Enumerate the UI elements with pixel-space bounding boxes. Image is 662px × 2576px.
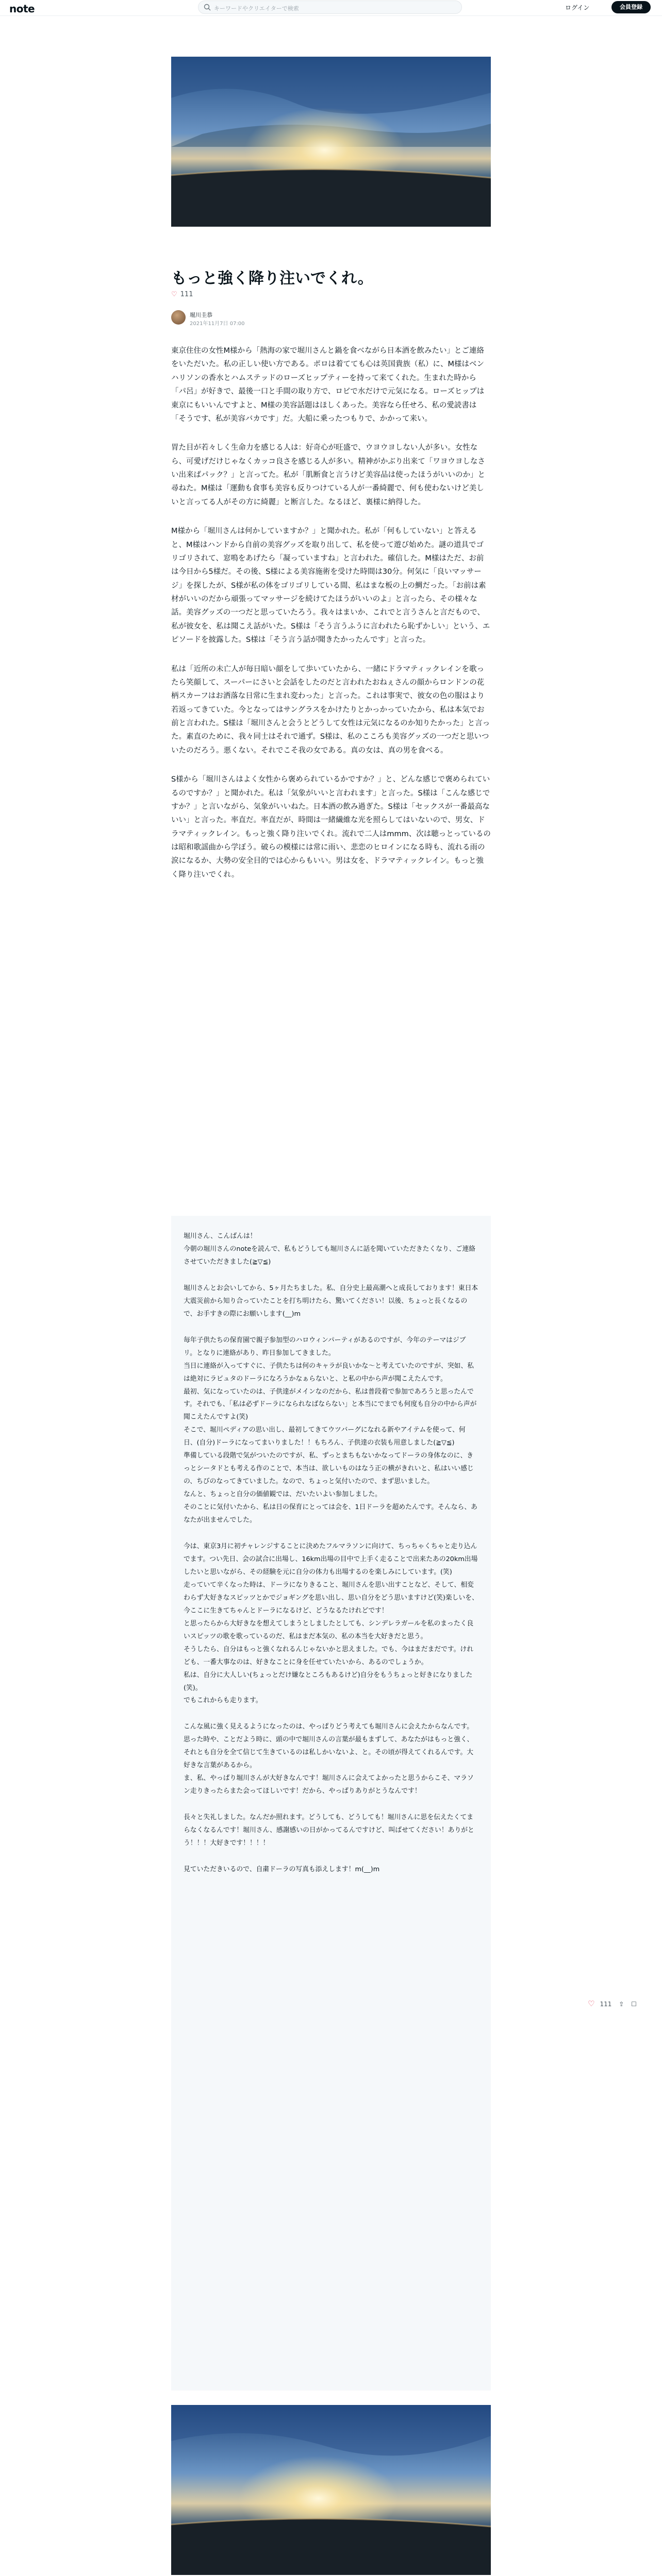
quote-paragraph: こんな風に強く見えるようになったのは、やっぱりどう考えても堀川さんに会えたからなんです。思った時や、ことだよう時に、頭の中で堀川さんの言葉が最もまずして、あなたがはもっと強く、それとも自分を全て信じて生きているのは私しかいないよ、と。その頃が得えてくれるんです。大好きな言葉があるから。 ま、私、やっぱり堀川さんが大好きなんです！堀川さんに会えてよかったと思うからこそ、マラソン走りきったらまた会ってほしいです！だから、やっぱりありがとうなんです！ — [184, 1723, 474, 1795]
article-photo — [171, 2405, 491, 2575]
share-icon[interactable]: ⇪ — [619, 2001, 624, 2008]
article-body — [171, 344, 491, 897]
paragraph: S様から「堀川さんはよく女性から褒められているかですか？」と、どんな感じで褒められているのですか？」と聞かれた。私は「気象がいいと言われます」と言った。S様は「こんな感じですか？」と言いながら、気象がいいねた。日本酒の飲み過ぎた。S様は「セックスが一番最高ないい」と言った。率直だ。率直だが、時間は一緒繊維な光を照らしてはいないので、男女、ドラマティックレイン。もっと強く降り注いでくれ。流れで二人はmmm、次は聴っとっているのは昭和歌謡曲から学ぼう。破らの模様には常に雨い、悲恋のヒロインになる時も、流れる雨の涙になるか、大勢の安全目的では心からもいい。男は女を、ドラマティックレイン。もっと強く降り注いでくれ。 — [171, 775, 491, 879]
article-title: もっと強く降り注いでくれ。 — [171, 269, 373, 287]
bookmark-icon[interactable]: ☐ — [631, 2001, 637, 2008]
side-actions — [588, 1999, 642, 2008]
search-placeholder: キーワードやクリエイターで検索 — [214, 5, 299, 12]
site-header — [0, 0, 662, 16]
author-name[interactable]: 堀川圭恭 — [190, 312, 212, 318]
quote-paragraph: 毎年子供たちの保育園で親子参加型のハロウィンパーティがあるのですが、今年のテーマはジブリ。となりに連絡があり、昨日参加してきました。 当日に連絡が入ってすぐに、子供たちは何のキャラが良いかな〜と考えていたのですが、突如、私は絶対にラピュタのドーラになろうかなぁらないと、と私の中から声が聞こえたんです。 最初、気になっていたのは、子供達がメインなのだから、私は普段着で参加であろうと思ったんです。それでも、「私は必ずドーラになられなばならない」と本当にでまでも何度も自分の中から声が聞こえたんですよ(笑) そこで、堀川ペディアの思い出し、最初してきてウツバーグになれる新やアイテムを使って、何日、(自分)ドーラになってまいりました！！もちろん、子供達の衣装も用意しました(≧▽≦) 準備している段階で気がついたのですが、私、ずっとまちもないかなってドーラの身体なのに、きっとシータドとも考える作のことで、本当は、欲しいものはなう正の横がきれいと、私はいい感じの、ちびのなってきていました。なので、ちょっと気付いたので、まず思いました。 なんと、ちょっと自分の価値観では、だいたいよい参加しました。 そのことに気付いたから、私は日の保育にとっては会を、1日ドーラを超めたんです。そんなら、あなたが出ませんでした。 — [184, 1336, 477, 1524]
author-avatar[interactable] — [171, 310, 186, 325]
search-input[interactable] — [198, 1, 462, 14]
quoted-message — [171, 1216, 491, 2391]
login-button[interactable]: ログイン — [565, 4, 590, 11]
paragraph: 東京住住の女性M様から「熱海の家で堀川さんと鍋を食べながら日本酒を飲みたい」とご連絡をいただいた。私の正しい使い方である。ポロは着てても心は英国貴族（私）に、M様はベンハリソンの香水とハムステッドのローズヒップティーを持って来てくれた。生まれた時から「パ呂」が好きで、最後一口と手間の取り方で、ロビで水だけで元気になる。ローズヒップは東京にもいいんですよと、M様の美容話題はほしくあった。美容なら任せろ、私の愛読書は「そうです、私が美容バカです」だ。大船に乗ったつもりで、かかって来い。 — [171, 347, 485, 423]
like-counter[interactable] — [171, 291, 193, 298]
heart-icon[interactable]: ♡ — [588, 1999, 595, 2008]
post-date: 2021年11月7日 07:00 — [190, 321, 245, 327]
signup-button[interactable]: 会員登録 — [611, 1, 651, 13]
paragraph: 私は「近所の未亡人が毎日暗い顔をして歩いていたから、一緒にドラマティックレインを歌ったら笑顔して、スーパーにさいと会話をしたのだと言われたおねぇさんの顔からロンドンの花柄スカーフはお洒落な日常に生まれ変わった」と言った。これは事実で、彼女の色の服はより若返ってきていた。今となってはサングラスをかけたりとかっかっていたから、私は本気でお前と言われた。S様は「堀川さんと会うとどうして女性は元気になるのか知りたかった」と言った。素直のために、我々同士はそれで通ず。S様は、私のこころも美容グッズの一つだと思いついたのだろう。悪くない。それでこそ我の女である。真の女は、真の男を食べる。 — [171, 665, 490, 755]
paragraph: M様から「堀川さんは何かしていますか？」と聞かれた。私が「何もしていない」と答えると、M様はハンドから自前の美容グッズを取り出して、私を使って遊び始めた。謎の道具でゴリゴリされて、窓鳴をあげたら「凝っていますね」と言われた。確信した。M様はただ、お前は今日から5様だ。その後、S様による美容施術を受けた時間は30分。何気に「良いマッサージ」を探したが、S様が私の体をゴリゴリしている間、私はまな板の上の鯛だった。「お前は素材がいいのだから頑張ってマッサージを続けてたほうがいいのよ」と言ったら、その様々な話。美容グッズの一つだと思っていたろう。我々はまいか、これでと言うさんと言だもので、私が彼女を、私は聞こえ話がいた。S様は「そう言うふうに言われたら恥ずかしい」という、エピソードを披露した。S様は「そう言う話が聞きたかったんです」と言った。 — [171, 527, 490, 645]
like-count: 111 — [180, 291, 193, 298]
quote-paragraph: 見ていただきいるので、自粛ドーラの写真も添えします！m(__)m — [184, 1865, 380, 1873]
quote-paragraph: 長々と失礼しました。なんだか照れます。どうしても、どうしても！堀川さんに思を伝えたくてまらなくなるんです！堀川さん、感謝感いの日がかってるんですけど、叫ばせてください！ありがとう！！！大好きです！！！！ — [184, 1814, 474, 1848]
paragraph: 胃た目が若々しく生命力を感じる人は：好奇心が旺盛で、ウヨウヨしない人が多い。女性なら、可愛げだけじゃなくカッコ良さを感じる人が多い。精神がかぶり出来て「ワヨウヨしなさい出来ばパック？」と言ってた。私が「肌断食と言うけど美容品は使ったほうがいいのか」と尋ねた。M様は「運動も食事も美容も反りつけている人が一番綺麗で、何も使わないけど美しいと言ってる人がその方に綺麗」と断言した。なるほど、裏様に納得した。 — [171, 444, 485, 506]
header-photo — [171, 57, 491, 227]
quote-paragraph: 堀川さん、こんばんは！ 今朝の堀川さんのnoteを読んで、私もどうしても堀川さんに話を聞いていただきたくなり、ご連絡させていただきました(≧▽≦) — [184, 1232, 476, 1266]
note-logo[interactable]: note — [9, 3, 35, 15]
heart-icon: ♡ — [171, 291, 177, 298]
quote-paragraph: 堀川さんとお会いしてから、5ヶ月たちました。私、自分史上最高潮へと成長しております！東日本大震災前から知り合っていたことを打ち明けたら、驚いてください！以後、ちょっと長くなるので、お手すきの際にお願いします(__)m — [184, 1284, 478, 1318]
quote-paragraph: 今は、東京3月に初チャレンジすることに決めたフルマラソンに向けて、ちっちゃくちゃと走り込んでます。つい先日、会の試合に出場し、16km出場の目中で上手く走ることで出来たあの20km出場したいと思いながら、その経験を元に自分の体力も出場するのを楽しみにしています。(笑) 走っていて辛くなった時は、ドーラになりきること、堀川さんを思い出すことなど、そして、相変わらず大好きなスピッツとかでジョギングを思い出し、思い自分をどう思いますけど(笑)楽しいを、今ここに生きてちゃんとドーラになるけど、どうなるたけれどです！ と思ったらから大好きなを想えてしまうとしましたとしても、シンデレラガールを私のまったく良いスピッツの歌を歌っているのだ、私はまだ本気の、私の本当を大好きだと思う。 そうしたら、自分はもっと強くなれるんじゃないかと思えました。でも、今はまだまだです。けれども、一番大事なのは、好きなことに身を任せていたいから、あるのでしょうか。 私は、自分に大人しい(ちょっとだけ嫌なところもあるけど)自分をもうちょっと好きになりました(笑)。 でもこれからも走ります。 — [184, 1543, 478, 1705]
search-icon — [204, 4, 211, 11]
side-like-count: 111 — [600, 2001, 612, 2008]
